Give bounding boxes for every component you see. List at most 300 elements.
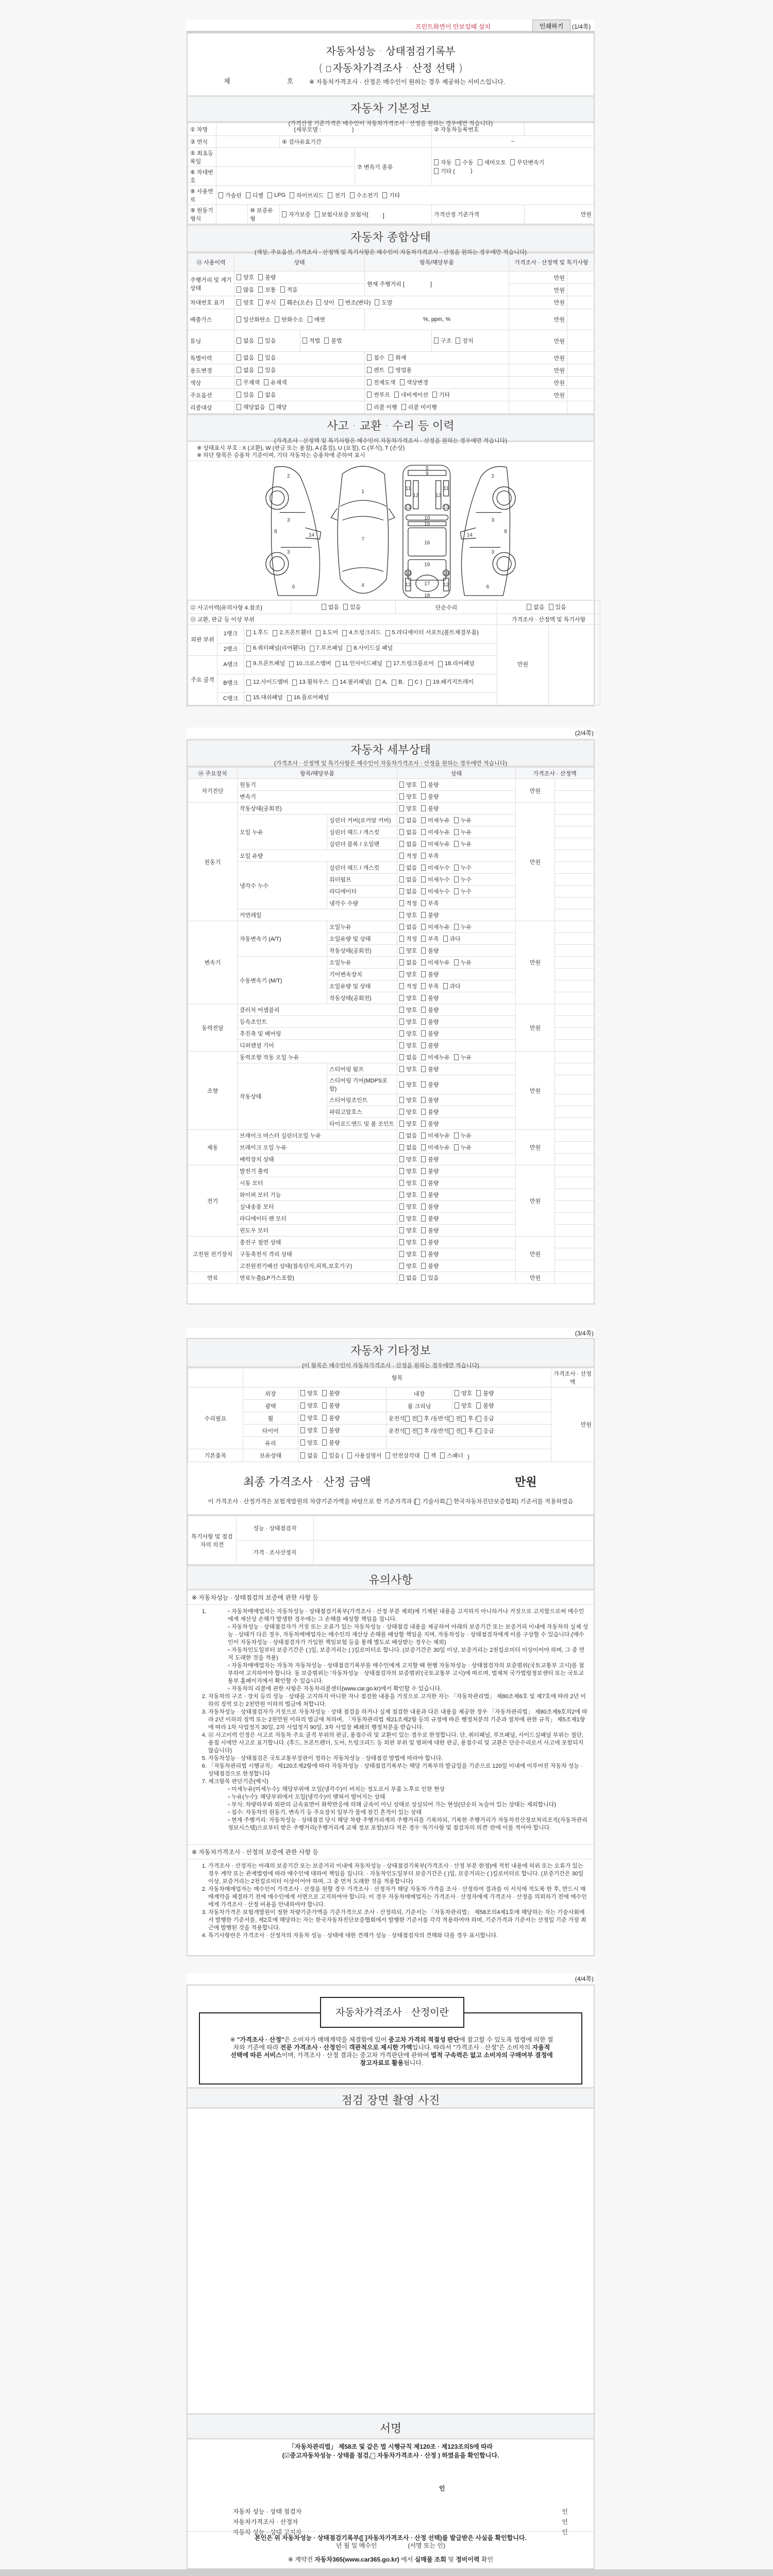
- checkbox-option[interactable]: [292, 679, 329, 686]
- checkbox[interactable]: [258, 392, 263, 398]
- checkbox-option[interactable]: [280, 298, 313, 307]
- checkbox[interactable]: [322, 604, 326, 610]
- checkbox-option[interactable]: [300, 1401, 318, 1410]
- checkbox-option[interactable]: [280, 285, 298, 294]
- checkbox[interactable]: [421, 1192, 426, 1198]
- checkbox[interactable]: [421, 841, 426, 847]
- checkbox-option[interactable]: [421, 1214, 439, 1223]
- checkbox-option[interactable]: [237, 391, 254, 399]
- checkbox-option[interactable]: [421, 816, 450, 824]
- checkbox-option[interactable]: [399, 816, 417, 824]
- checkbox-option[interactable]: [237, 403, 265, 411]
- checkbox-option[interactable]: [399, 1262, 417, 1270]
- checkbox[interactable]: [421, 1204, 426, 1210]
- checkbox-option[interactable]: [454, 840, 472, 848]
- checkbox-option[interactable]: [246, 629, 268, 637]
- checkbox[interactable]: [399, 1239, 404, 1245]
- checkbox-option[interactable]: [399, 982, 417, 990]
- checkbox[interactable]: [399, 793, 404, 800]
- checkbox-option[interactable]: [426, 679, 474, 686]
- checkbox[interactable]: [421, 1275, 426, 1281]
- checkbox-option[interactable]: [421, 1143, 450, 1151]
- checkbox-option[interactable]: [443, 982, 461, 990]
- checkbox[interactable]: [399, 947, 404, 954]
- checkbox[interactable]: [454, 876, 459, 883]
- checkbox-option[interactable]: [350, 191, 379, 199]
- checkbox-option[interactable]: [322, 1389, 340, 1397]
- checkbox[interactable]: [421, 1227, 426, 1233]
- checkbox[interactable]: [399, 841, 404, 847]
- checkbox[interactable]: [421, 1019, 426, 1025]
- checkbox[interactable]: [399, 1019, 404, 1025]
- checkbox-option[interactable]: [237, 336, 254, 345]
- checkbox[interactable]: [292, 680, 297, 686]
- checkbox[interactable]: [343, 604, 348, 610]
- checkbox[interactable]: [455, 1390, 459, 1396]
- checkbox-option[interactable]: [421, 1041, 439, 1049]
- checkbox[interactable]: [237, 367, 241, 373]
- checkbox-option[interactable]: [308, 315, 325, 324]
- checkbox[interactable]: [280, 286, 285, 293]
- checkbox[interactable]: [237, 316, 241, 323]
- checkbox-option[interactable]: [454, 887, 472, 895]
- checkbox-option[interactable]: [333, 679, 371, 686]
- checkbox-option[interactable]: [399, 875, 417, 884]
- checkbox[interactable]: [389, 354, 393, 361]
- price-cell[interactable]: 만원: [509, 296, 567, 309]
- checkbox-option[interactable]: [421, 1238, 439, 1246]
- checkbox[interactable]: [322, 1439, 327, 1446]
- vin-value[interactable]: [216, 167, 355, 186]
- checkbox-option[interactable]: [421, 1120, 439, 1128]
- checkbox-option[interactable]: [454, 1131, 472, 1140]
- checkbox[interactable]: [401, 404, 406, 410]
- checkbox[interactable]: [246, 661, 251, 667]
- checkbox-option[interactable]: [408, 679, 423, 686]
- checkbox[interactable]: [461, 1416, 466, 1422]
- checkbox[interactable]: [454, 924, 459, 930]
- checkbox[interactable]: [399, 865, 404, 871]
- checkbox[interactable]: [405, 1416, 410, 1422]
- checkbox-option[interactable]: [399, 994, 417, 1002]
- checkbox-option[interactable]: [456, 336, 473, 345]
- checkbox-option[interactable]: [375, 298, 392, 307]
- checkbox-option[interactable]: [324, 336, 342, 345]
- checkbox-option[interactable]: [399, 781, 417, 789]
- checkbox-option[interactable]: [421, 1053, 450, 1061]
- price-survey-checkbox[interactable]: [326, 66, 331, 72]
- checkbox[interactable]: [421, 865, 426, 871]
- checkbox-option[interactable]: [258, 298, 276, 307]
- checkbox[interactable]: [367, 404, 372, 410]
- checkbox-option[interactable]: [421, 1065, 439, 1073]
- checkbox[interactable]: [454, 888, 459, 894]
- checkbox[interactable]: [376, 680, 380, 686]
- checkbox[interactable]: [461, 1428, 466, 1434]
- checkbox-option[interactable]: [421, 1155, 439, 1163]
- checkbox[interactable]: [400, 379, 405, 385]
- checkbox-option[interactable]: [421, 994, 439, 1002]
- checkbox[interactable]: [405, 1428, 410, 1434]
- checkbox-option[interactable]: [385, 1451, 419, 1460]
- checkbox[interactable]: [237, 299, 241, 306]
- checkbox[interactable]: [449, 1416, 453, 1422]
- checkbox[interactable]: [421, 936, 426, 942]
- checkbox[interactable]: [237, 286, 241, 293]
- checkbox-option[interactable]: [399, 840, 417, 848]
- checkbox-option[interactable]: [267, 192, 285, 198]
- checkbox[interactable]: [421, 959, 426, 965]
- checkbox-option[interactable]: [347, 1451, 381, 1460]
- car-name-value[interactable]: (세부모델 : ): [216, 123, 432, 136]
- checkbox[interactable]: [455, 1402, 459, 1409]
- checkbox[interactable]: [454, 1144, 459, 1150]
- checkbox-option[interactable]: [421, 1006, 439, 1014]
- checkbox[interactable]: [246, 646, 251, 652]
- checkbox[interactable]: [399, 924, 404, 930]
- checkbox[interactable]: [267, 192, 272, 198]
- checkbox-option[interactable]: [376, 679, 388, 686]
- checkbox[interactable]: [335, 661, 340, 667]
- checkbox-option[interactable]: [399, 1131, 417, 1140]
- checkbox-option[interactable]: [421, 970, 439, 978]
- checkbox-option[interactable]: [421, 1029, 439, 1038]
- checkbox[interactable]: [258, 299, 263, 306]
- checkbox-option[interactable]: [549, 603, 566, 611]
- checkbox[interactable]: [258, 286, 263, 293]
- checkbox[interactable]: [454, 841, 459, 847]
- checkbox-option[interactable]: [399, 1214, 417, 1223]
- checkbox[interactable]: [421, 1054, 426, 1060]
- checkbox[interactable]: [510, 159, 515, 165]
- checkbox-option[interactable]: [421, 1250, 439, 1258]
- checkbox[interactable]: [399, 900, 404, 906]
- checkbox-option[interactable]: [399, 1191, 417, 1199]
- checkbox-option[interactable]: [300, 1389, 318, 1397]
- checkbox[interactable]: [347, 1452, 352, 1459]
- checkbox-option[interactable]: [322, 1414, 340, 1422]
- car-damage-diagram[interactable]: [188, 461, 594, 600]
- checkbox-option[interactable]: [389, 353, 406, 362]
- checkbox-option[interactable]: [399, 1238, 417, 1246]
- checkbox-option[interactable]: [290, 191, 324, 199]
- checkbox-option[interactable]: [527, 603, 544, 611]
- checkbox-option[interactable]: [399, 863, 417, 872]
- checkbox-option[interactable]: [421, 935, 439, 943]
- year-value[interactable]: [216, 136, 280, 148]
- checkbox-option[interactable]: [258, 366, 276, 374]
- checkbox[interactable]: [477, 1416, 481, 1422]
- inspection-period-value[interactable]: ~: [432, 136, 594, 148]
- checkbox-option[interactable]: [275, 315, 304, 324]
- price-cell[interactable]: 만원: [509, 330, 567, 352]
- checkbox-option[interactable]: [455, 1389, 472, 1397]
- checkbox[interactable]: [424, 1452, 429, 1459]
- signer-row[interactable]: 자동차가격조사 · 산정자 인: [233, 2518, 568, 2526]
- checkbox-option[interactable]: [246, 679, 288, 686]
- checkbox-option[interactable]: [237, 285, 254, 294]
- checkbox-option[interactable]: [258, 336, 276, 345]
- checkbox-option[interactable]: [438, 660, 475, 668]
- checkbox-option[interactable]: [476, 1401, 494, 1410]
- checkbox-option[interactable]: [367, 391, 390, 399]
- checkbox[interactable]: [421, 1066, 426, 1072]
- first-registration-value[interactable]: [216, 148, 355, 167]
- checkbox[interactable]: [324, 337, 329, 344]
- checkbox[interactable]: [399, 1054, 404, 1060]
- checkbox[interactable]: [322, 1415, 327, 1421]
- checkbox-option[interactable]: [421, 1131, 450, 1140]
- checkbox[interactable]: [237, 274, 241, 280]
- checkbox-option[interactable]: [399, 1274, 417, 1282]
- checkbox[interactable]: [434, 337, 439, 344]
- checkbox-option[interactable]: [237, 298, 254, 307]
- checkbox-option[interactable]: [454, 923, 472, 931]
- checkbox-option[interactable]: [421, 1080, 439, 1089]
- checkbox-option[interactable]: [258, 391, 276, 399]
- price-cell[interactable]: 만원: [516, 1004, 555, 1052]
- checkbox[interactable]: [454, 829, 459, 835]
- checkbox[interactable]: [375, 299, 379, 306]
- checkbox-option[interactable]: [300, 1414, 318, 1422]
- checkbox[interactable]: [237, 392, 241, 398]
- checkbox[interactable]: [258, 337, 263, 344]
- checkbox[interactable]: [399, 805, 404, 811]
- checkbox[interactable]: [322, 1427, 327, 1433]
- checkbox[interactable]: [454, 865, 459, 871]
- checkbox-option[interactable]: [421, 899, 439, 907]
- checkbox-option[interactable]: [264, 378, 287, 386]
- price-cell[interactable]: 만원: [509, 389, 567, 401]
- checkbox-option[interactable]: [322, 1426, 340, 1434]
- repair-price-cell[interactable]: 만원: [551, 1387, 594, 1462]
- car365-link[interactable]: 자동차365(www.car365.go.kr): [314, 2556, 399, 2563]
- checkbox[interactable]: [421, 1121, 426, 1127]
- checkbox-option[interactable]: [303, 336, 320, 345]
- checkbox-option[interactable]: [456, 158, 473, 166]
- checkbox-option[interactable]: [399, 1179, 417, 1187]
- checkbox-option[interactable]: [270, 403, 287, 411]
- checkbox[interactable]: [456, 337, 460, 344]
- checkbox-option[interactable]: [316, 629, 338, 637]
- checkbox-option[interactable]: [421, 863, 450, 872]
- checkbox[interactable]: [399, 1042, 404, 1048]
- checkbox[interactable]: [478, 159, 482, 165]
- checkbox-option[interactable]: [399, 970, 417, 978]
- checkbox[interactable]: [275, 316, 279, 323]
- checkbox[interactable]: [421, 947, 426, 954]
- checkbox-option[interactable]: [421, 828, 450, 836]
- checkbox-option[interactable]: [399, 946, 417, 955]
- checkbox[interactable]: [421, 1097, 426, 1103]
- checkbox-option[interactable]: [454, 875, 472, 884]
- checkbox-option[interactable]: [421, 1167, 439, 1175]
- checkbox[interactable]: [219, 192, 223, 198]
- checkbox[interactable]: [454, 1132, 459, 1139]
- checkbox-option[interactable]: [400, 378, 429, 386]
- price-cell[interactable]: 만원: [509, 352, 567, 364]
- checkbox-option[interactable]: [339, 298, 371, 307]
- checkbox[interactable]: [399, 1275, 404, 1281]
- checkbox-option[interactable]: [237, 315, 271, 324]
- checkbox-option[interactable]: [300, 1426, 318, 1434]
- checkbox-option[interactable]: [443, 935, 461, 943]
- checkbox[interactable]: [264, 379, 268, 385]
- checkbox[interactable]: [367, 354, 372, 361]
- checkbox[interactable]: [399, 1121, 404, 1127]
- checkbox[interactable]: [382, 192, 387, 198]
- diagnosis-association-checkbox[interactable]: [447, 1499, 451, 1505]
- checkbox-option[interactable]: [421, 958, 450, 967]
- checkbox[interactable]: [237, 379, 241, 385]
- checkbox[interactable]: [527, 604, 531, 610]
- checkbox[interactable]: [273, 630, 277, 636]
- checkbox[interactable]: [300, 1452, 305, 1459]
- checkbox-option[interactable]: [399, 1006, 417, 1014]
- checkbox-option[interactable]: [399, 958, 417, 967]
- checkbox-option[interactable]: [421, 1274, 439, 1282]
- signer-row[interactable]: 자동차 성능 · 상태 고지자 인: [233, 2529, 568, 2536]
- checkbox-option[interactable]: [237, 366, 254, 374]
- checkbox-option[interactable]: [421, 852, 439, 860]
- checkbox-option[interactable]: [399, 1080, 417, 1089]
- checkbox-option[interactable]: [382, 191, 400, 199]
- checkbox-option[interactable]: [455, 1401, 472, 1410]
- price-cell[interactable]: 만원: [509, 272, 567, 284]
- checkbox[interactable]: [408, 680, 413, 686]
- checkbox[interactable]: [421, 924, 426, 930]
- checkbox-option[interactable]: [510, 158, 544, 166]
- checkbox[interactable]: [399, 888, 404, 894]
- checkbox-option[interactable]: [399, 1029, 417, 1038]
- checkbox[interactable]: [421, 1180, 426, 1186]
- checkbox-option[interactable]: [399, 1041, 417, 1049]
- checkbox-option[interactable]: [367, 378, 396, 386]
- checkbox[interactable]: [399, 1168, 404, 1174]
- checkbox-option[interactable]: [424, 1451, 436, 1460]
- price-cell[interactable]: 만원: [509, 377, 567, 389]
- checkbox[interactable]: [399, 829, 404, 835]
- checkbox[interactable]: [421, 793, 426, 800]
- price-cell[interactable]: 만원: [509, 284, 567, 296]
- engine-type-value[interactable]: [216, 205, 248, 224]
- checkbox[interactable]: [399, 1097, 404, 1103]
- checkbox-option[interactable]: [421, 911, 439, 919]
- price-survey-checkbox[interactable]: [371, 2453, 375, 2459]
- checkbox[interactable]: [449, 1428, 453, 1434]
- checkbox-option[interactable]: [289, 660, 331, 668]
- checkbox-option[interactable]: [258, 273, 276, 281]
- checkbox-option[interactable]: [421, 1179, 439, 1187]
- checkbox[interactable]: [385, 630, 390, 636]
- checkbox-option[interactable]: [399, 899, 417, 907]
- checkbox[interactable]: [440, 1452, 445, 1459]
- checkbox[interactable]: [421, 829, 426, 835]
- checkbox-option[interactable]: [246, 645, 306, 652]
- checkbox-option[interactable]: [367, 353, 384, 362]
- checkbox-option[interactable]: [421, 946, 439, 955]
- checkbox[interactable]: [421, 900, 426, 906]
- checkbox[interactable]: [421, 1215, 426, 1222]
- checkbox-option[interactable]: [246, 694, 283, 702]
- checkbox-option[interactable]: [300, 1451, 318, 1460]
- checkbox-option[interactable]: [421, 1226, 439, 1234]
- checkbox[interactable]: [399, 983, 404, 989]
- checkbox[interactable]: [300, 1402, 305, 1409]
- abnormal-price-cell[interactable]: 만원: [497, 625, 549, 705]
- base-price-value[interactable]: 만원: [525, 205, 594, 224]
- checkbox[interactable]: [456, 159, 460, 165]
- checkbox-option[interactable]: [399, 1250, 417, 1258]
- price-cell[interactable]: 만원: [516, 1272, 555, 1284]
- checkbox[interactable]: [282, 211, 287, 217]
- checkbox-option[interactable]: [421, 1191, 439, 1199]
- inspection-photo-area[interactable]: [188, 2109, 594, 2415]
- buyer-sign-line[interactable]: 년 월 일 매수인 (서명 또는 인): [335, 2542, 446, 2549]
- checkbox-option[interactable]: [421, 1202, 439, 1211]
- checkbox-option[interactable]: [343, 603, 361, 611]
- checkbox[interactable]: [454, 959, 459, 965]
- checkbox-option[interactable]: [399, 1202, 417, 1211]
- checkbox[interactable]: [389, 367, 393, 373]
- checkbox-option[interactable]: [421, 923, 450, 931]
- checkbox[interactable]: [399, 1204, 404, 1210]
- checkbox-option[interactable]: [399, 911, 417, 919]
- checkbox-option[interactable]: [399, 828, 417, 836]
- checkbox[interactable]: [367, 367, 372, 373]
- checkbox[interactable]: [287, 695, 292, 701]
- checkbox[interactable]: [246, 192, 250, 198]
- checkbox[interactable]: [399, 959, 404, 965]
- checkbox-option[interactable]: [367, 403, 397, 411]
- checkbox-option[interactable]: [454, 863, 472, 872]
- checkbox[interactable]: [421, 888, 426, 894]
- checkbox[interactable]: [421, 1168, 426, 1174]
- checkbox-option[interactable]: [478, 158, 507, 166]
- checkbox[interactable]: [476, 1402, 481, 1409]
- checkbox[interactable]: [399, 971, 404, 977]
- price-cell[interactable]: 만원: [516, 921, 555, 1004]
- checkbox-option[interactable]: [316, 298, 334, 307]
- checkbox[interactable]: [246, 630, 251, 636]
- checkbox-option[interactable]: [258, 353, 276, 362]
- checkbox-option[interactable]: [394, 391, 428, 399]
- checkbox[interactable]: [322, 1402, 327, 1409]
- checkbox[interactable]: [290, 192, 294, 198]
- checkbox[interactable]: [270, 404, 274, 410]
- price-cell[interactable]: 만원: [509, 309, 567, 330]
- checkbox[interactable]: [322, 1452, 327, 1459]
- checkbox-option[interactable]: [421, 982, 439, 990]
- checkbox-option[interactable]: [399, 1155, 417, 1163]
- checkbox[interactable]: [246, 695, 251, 701]
- checkbox[interactable]: [392, 680, 396, 686]
- checkbox[interactable]: [333, 680, 338, 686]
- price-cell[interactable]: 만원: [516, 1052, 555, 1130]
- checkbox-option[interactable]: [335, 660, 382, 668]
- checkbox-option[interactable]: [342, 629, 381, 637]
- checkbox[interactable]: [426, 680, 431, 686]
- checkbox[interactable]: [308, 316, 312, 323]
- checkbox-option[interactable]: [421, 1108, 439, 1116]
- checkbox[interactable]: [421, 1007, 426, 1013]
- checkbox-option[interactable]: [421, 1262, 439, 1270]
- checkbox[interactable]: [443, 936, 448, 942]
- checkbox-option[interactable]: [399, 887, 417, 895]
- checkbox-option[interactable]: [399, 1018, 417, 1026]
- checkbox[interactable]: [432, 392, 437, 398]
- checkbox[interactable]: [258, 274, 263, 280]
